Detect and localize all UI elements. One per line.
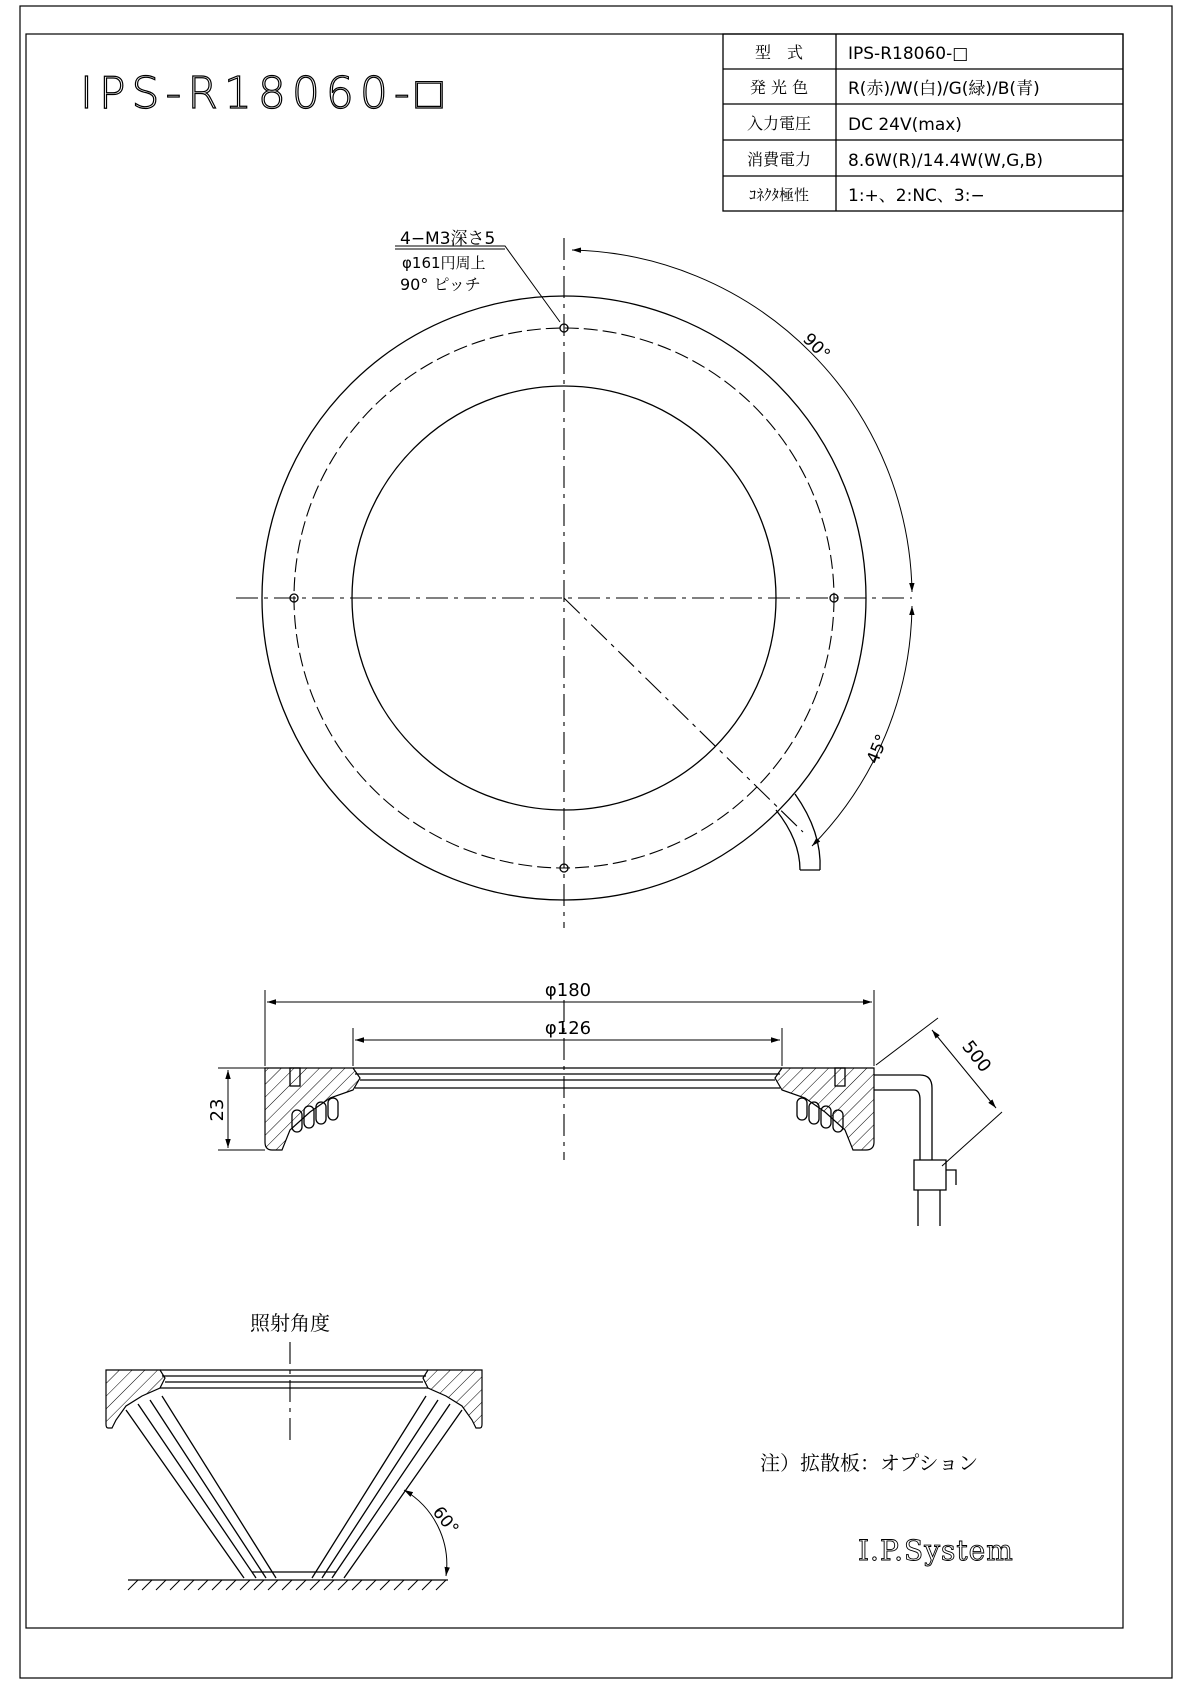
beam-left-1 [126, 1410, 244, 1578]
spec-value-color: R(赤)/W(白)/G(緑)/B(青) [848, 79, 1040, 99]
spec-label-power: 消費電力 [746, 150, 812, 169]
diagonal-centerline [564, 598, 803, 832]
angle-60-arc [404, 1490, 447, 1576]
section-right-body [775, 1068, 874, 1150]
section-left-body [265, 1068, 360, 1150]
irr-right-body [423, 1370, 482, 1428]
spec-table [723, 34, 1123, 211]
spec-value-power: 8.6W(R)/14.4W(W,G,B) [848, 151, 1044, 171]
angle-60-label: 60° [428, 1502, 463, 1539]
hole-spec-line3: 90° ピッチ [400, 275, 481, 294]
side-view [207, 980, 1002, 1226]
ground-hatch [128, 1580, 446, 1590]
spec-value-connector: 1:+、2:NC、3:− [848, 186, 985, 206]
dim-inner-diameter-label: φ126 [544, 1018, 592, 1039]
angle-45-arc [812, 606, 912, 846]
inner-frame [26, 34, 1123, 1628]
dim-height-label: 23 [207, 1098, 228, 1122]
irradiation-view [106, 1311, 482, 1590]
spec-label-voltage: 入力電圧 [746, 114, 812, 133]
irradiation-label: 照射角度 [250, 1311, 330, 1335]
irr-left-body [106, 1370, 165, 1428]
connector [914, 1118, 956, 1226]
angle-90-label: 90° [798, 329, 834, 365]
cable-exit [776, 794, 820, 870]
hole-spec-line2: φ161円周上 [402, 254, 486, 272]
spec-label-color: 発 光 色 [749, 78, 809, 97]
outer-frame [20, 6, 1172, 1678]
beam-right-1 [344, 1410, 462, 1578]
dim-cable-length-label: 500 [957, 1036, 996, 1077]
spec-value-model: IPS-R18060-□ [848, 44, 969, 64]
angle-45-label: 45° [863, 731, 893, 767]
dim-outer-diameter-label: φ180 [544, 980, 592, 1001]
option-note: 注）拡散板：オプション [760, 1451, 979, 1475]
brand-logo-text: I.P.System [858, 1534, 1014, 1567]
drawing-title: IPS-R18060-□ [80, 68, 449, 119]
spec-label-connector: ｺﾈｸﾀ極性 [748, 186, 810, 204]
cable [874, 1075, 932, 1118]
spec-value-voltage: DC 24V(max) [848, 115, 962, 135]
spec-label-model: 型 式 [754, 43, 804, 62]
top-view [236, 229, 912, 928]
hole-spec-line1: 4−M3深さ5 [400, 229, 496, 249]
